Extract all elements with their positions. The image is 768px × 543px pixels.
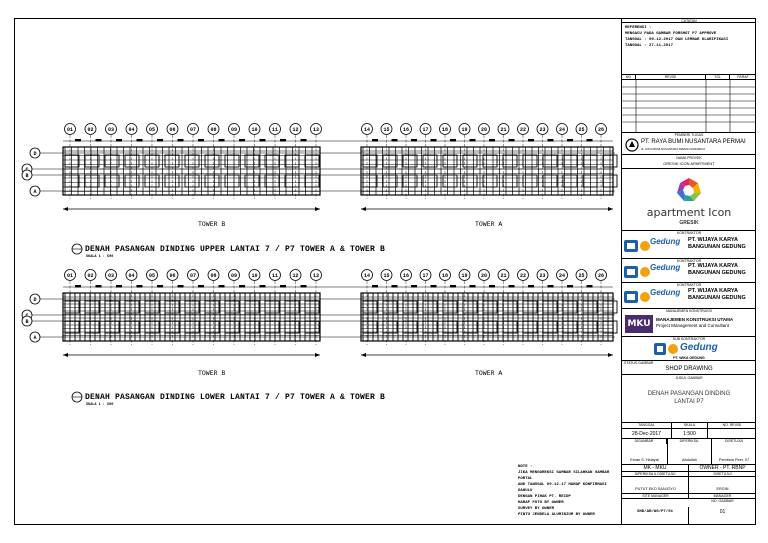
reference-line: TANGGAL : 27-11-2017 <box>625 44 674 48</box>
dimension-tag <box>96 285 102 288</box>
drawing-title <box>622 390 756 406</box>
dimension-tag <box>489 285 495 288</box>
revision-table <box>622 75 756 133</box>
project-block <box>622 155 756 169</box>
note-line: SURVEY BY OWNER <box>518 507 555 511</box>
party-owner-label: OWNER - PT. RBNP <box>699 465 746 471</box>
dimension-tag <box>372 139 378 142</box>
drawing-sheet <box>14 18 756 525</box>
dimension-tag <box>431 285 437 288</box>
unit-room <box>205 155 219 167</box>
unit-room <box>285 321 299 333</box>
sig-name-approved: Pembina Peer. 07 <box>718 458 750 462</box>
title-block-drawing-title <box>622 375 756 423</box>
mk-logo: MKU <box>625 315 653 333</box>
contractor-label: KONTRAKTOR <box>676 259 702 263</box>
plan-scale-upper: SKALA 1 : 500 <box>86 255 114 259</box>
grid-axis-label: 01 <box>66 127 74 133</box>
tower-outline <box>361 293 613 341</box>
grid-axis-label: 04 <box>128 273 135 279</box>
dimension-tag <box>450 139 456 142</box>
reference-line: TANGGAL : 09-12-2017 DAN LEMBAR KLARIFIKASI <box>625 38 729 42</box>
grid-axis-label: 01 <box>66 273 74 279</box>
unit-room <box>225 321 239 333</box>
dimension-tag <box>587 285 593 288</box>
grid-axis-label: 04 <box>128 127 135 133</box>
sig-header-checked: DIPERIKSA <box>667 439 712 444</box>
party-mk <box>622 465 689 499</box>
contractor-row <box>624 284 754 310</box>
contractor-logo-text: Gedung <box>650 237 681 246</box>
owner-block <box>622 133 756 155</box>
dimension-tag <box>260 285 266 288</box>
contractor-text <box>688 237 746 251</box>
contractor-name: PT. WIJAYA KARYA <box>688 237 739 243</box>
signature-row <box>622 439 756 465</box>
plan-scale-lower: SKALA 1 : 500 <box>86 403 114 407</box>
grid-axis-label: 18 <box>441 273 449 279</box>
party-row <box>622 465 756 499</box>
unit-room <box>423 175 437 187</box>
tower-outline <box>63 147 320 195</box>
arrow-right-icon <box>608 207 613 211</box>
info-row <box>622 423 756 439</box>
status-value: SHOP DRAWING <box>665 366 713 372</box>
contractor-division: BANGUNAN GEDUNG <box>688 270 746 276</box>
unit-room <box>583 155 597 167</box>
contractor-block-3 <box>622 283 756 309</box>
dimension-tag <box>301 285 307 288</box>
dimension-tag <box>587 139 593 142</box>
dimension-tag <box>116 139 122 142</box>
unit-room <box>443 155 457 167</box>
unit-room <box>105 321 119 333</box>
dimension-tag <box>157 139 163 142</box>
sub-code: PT. WIKA GEDUNG <box>673 356 705 360</box>
grid-axis-label: 11 <box>271 273 279 279</box>
mk-block <box>622 309 756 337</box>
dimension-tag <box>75 139 81 142</box>
tower-b-label-upper: TOWER B <box>198 221 226 228</box>
dimension-tag <box>411 139 417 142</box>
unit-room <box>423 155 437 167</box>
dimension-tag <box>219 285 225 288</box>
dimension-tag <box>548 285 554 288</box>
grid-axis-label: 15 <box>383 127 390 133</box>
grid-axis-label: 24 <box>558 273 566 279</box>
sub-logo-text: Gedung <box>680 342 718 353</box>
dimension-tag <box>470 139 476 142</box>
dimension-tag <box>116 285 122 288</box>
dimension-tag <box>157 285 163 288</box>
grid-axis-label: 07 <box>189 273 197 279</box>
grid-axis-label: 23 <box>539 273 546 279</box>
unit-room <box>265 175 279 187</box>
file-label: NO. GAMBAR <box>711 499 734 503</box>
grid-axis-label: 05 <box>148 273 156 279</box>
contractor-name: PT. WIJAYA KARYA <box>688 288 739 294</box>
contractor-label: KONTRAKTOR <box>676 283 702 287</box>
dimension-tag <box>96 139 102 142</box>
grid-axis-label: 06 <box>169 127 176 133</box>
contractor-row <box>624 233 754 259</box>
unit-room <box>583 175 597 187</box>
contractor-block-2 <box>622 259 756 283</box>
arrow-left-icon <box>361 353 366 357</box>
note-line: PINTU JENDELA ALUMINIUM BY OWNER <box>518 513 595 517</box>
unit-room <box>165 321 179 333</box>
unit-room <box>523 321 537 333</box>
unit-room <box>563 321 577 333</box>
contractor-block-1 <box>622 231 756 259</box>
grid-axis-label: 25 <box>578 127 585 133</box>
party-owner-sub: DISETUJUI <box>689 471 756 477</box>
dimension-tag <box>178 285 184 288</box>
unit-room <box>65 155 79 167</box>
rev-header-no: NO <box>622 75 636 80</box>
note-line: AND TANGGAL 09-12-17 HARAP KONFIRMASI DAHULU <box>518 483 607 493</box>
unit-room <box>523 155 537 167</box>
unit-room <box>363 175 377 187</box>
dimension-tag <box>178 139 184 142</box>
grid-axis-label: 24 <box>558 127 566 133</box>
unit-room <box>423 321 437 333</box>
grid-axis-label: 17 <box>422 273 429 279</box>
grid-axis-label: 15 <box>383 273 390 279</box>
dimension-tag <box>411 285 417 288</box>
grid-axis-label: 09 <box>230 273 238 279</box>
unit-room <box>403 321 417 333</box>
unit-room <box>125 321 139 333</box>
tower-a-label-upper: TOWER A <box>475 221 503 228</box>
grid-axis-label: 23 <box>539 127 546 133</box>
plan-title-upper: DENAH PASANGAN DINDING UPPER LANTAI 7 / P7 TOWER A & TOWER B <box>85 245 386 254</box>
unit-room <box>225 175 239 187</box>
mk-label: MANAJEMEN KONSTRUKSI <box>666 309 712 313</box>
file-code: SHD/AR/WG/P7/01 <box>622 507 689 524</box>
drawing-title-line: LANTAI P7 <box>674 399 704 405</box>
dimension-tag <box>548 139 554 142</box>
grid-axis-label: 26 <box>597 127 605 133</box>
unit-room <box>185 155 199 167</box>
unit-room <box>563 155 577 167</box>
grid-axis-label: 09 <box>230 127 238 133</box>
owner-name: PT. RAYA BUMI NUSANTARA PERMAI <box>641 139 746 145</box>
note-line: DENGAN PIHAK PT. REIDP <box>518 495 571 499</box>
grid-axis-label: 18 <box>441 127 449 133</box>
grid-axis-label: 14 <box>363 273 371 279</box>
grid-axis-label: 13 <box>312 273 320 279</box>
rev-header-date: TGL <box>706 75 730 80</box>
dimension-tag <box>528 139 534 142</box>
dimension-tag <box>198 285 204 288</box>
unit-room <box>463 175 477 187</box>
grid-axis-label: 16 <box>402 127 410 133</box>
notes-header: CATATAN <box>622 19 756 23</box>
dimension-tag <box>219 139 225 142</box>
unit-room <box>285 155 299 167</box>
tower-outline <box>63 293 320 341</box>
row-axis-label: B <box>25 173 29 179</box>
party-mk-label: MK - MKU <box>643 465 667 471</box>
unit-room <box>503 175 517 187</box>
tower-a-label-lower: TOWER A <box>475 370 503 377</box>
mk-text <box>656 317 733 329</box>
contractor-logo-text: Gedung <box>650 288 681 297</box>
unit-room <box>85 155 99 167</box>
unit-room <box>125 155 139 167</box>
rev-header-paraf: PARAF <box>730 75 756 80</box>
status-label: STATUS GAMBAR <box>624 361 654 365</box>
owner-sub: JL. RAYA BUMI NUSANTARA PERMAI SURABAYA <box>641 147 706 151</box>
unit-room <box>85 175 99 187</box>
grid-axis-label: 05 <box>148 127 156 133</box>
arrow-left-icon <box>63 353 68 357</box>
apartment-icon-logo-icon <box>676 177 702 203</box>
contractor-row <box>624 259 754 285</box>
dimension-tag <box>260 139 266 142</box>
reference-block <box>622 23 756 75</box>
row-axis-label: A <box>33 189 37 195</box>
dimension-tag <box>137 139 143 142</box>
grid-axis-label: 10 <box>251 127 258 133</box>
info-rev <box>708 428 756 439</box>
grid-axis-label: 14 <box>363 127 371 133</box>
unit-room <box>483 175 497 187</box>
reference-line: MENGACU PADA GAMBAR FORSHOT P7 APPROVE <box>625 32 717 36</box>
grid-axis-label: 26 <box>597 273 605 279</box>
unit-room <box>225 155 239 167</box>
unit-room <box>245 321 259 333</box>
title-block <box>621 19 756 524</box>
tower-b-label-lower: TOWER B <box>198 370 226 377</box>
sig-header-approved: DISETUJUI <box>724 439 744 443</box>
grid-axis-label: 02 <box>87 273 94 279</box>
dimension-tag <box>280 139 286 142</box>
unit-room <box>523 175 537 187</box>
brand-name: apartment Icon <box>646 206 732 219</box>
unit-room <box>503 321 517 333</box>
party-mk-sub: DIPERIKSA & DISETUJUI <box>622 471 688 477</box>
approver-mk-name: PUTUT EKO SANJOYO <box>635 487 676 491</box>
dimension-tag <box>239 285 245 288</box>
sub-label: SUB KONTRAKTOR <box>672 337 706 341</box>
unit-room <box>383 175 397 187</box>
sig-name-checked: Abdullah <box>682 458 697 462</box>
floor-plans <box>15 19 621 524</box>
unit-room <box>563 175 577 187</box>
grid-axis-label: 06 <box>169 273 176 279</box>
dimension-tag <box>567 139 573 142</box>
unit-room <box>165 155 179 167</box>
info-scale: 1:500 <box>672 428 708 439</box>
dimension-tag <box>509 285 515 288</box>
status-block <box>622 361 756 375</box>
dimension-tag <box>470 285 476 288</box>
mk-tagline: Project Management and Consultant <box>656 323 730 328</box>
drawing-title-label: JUDUL GAMBAR <box>675 376 703 380</box>
unit-room <box>65 321 79 333</box>
rev-header-revisi: REVISI <box>636 75 706 80</box>
owner-label: PEMBERI TUGAS <box>674 133 704 137</box>
dimension-tag <box>137 285 143 288</box>
contractor-text <box>688 263 746 277</box>
grid-axis-label: 12 <box>292 273 299 279</box>
approver-owner-name: ERGIN <box>716 487 729 491</box>
project-name: GRESIK ICON APARTMENT <box>663 161 715 166</box>
dimension-tag <box>450 285 456 288</box>
arrow-right-icon <box>315 207 320 211</box>
drawing-title-line: DENAH PASANGAN DINDING <box>647 391 731 397</box>
unit-room <box>483 155 497 167</box>
grid-axis-label: 22 <box>519 127 527 133</box>
grid-axis-label: 08 <box>210 273 217 279</box>
contractor-division: BANGUNAN GEDUNG <box>688 295 746 301</box>
contractor-logo-text: Gedung <box>650 263 681 272</box>
unit-room <box>125 175 139 187</box>
dimension-tag <box>280 285 286 288</box>
approver-owner-role: MANAGER <box>689 493 756 498</box>
info-header-rev: NO. REVISI <box>722 423 742 427</box>
unit-room <box>285 175 299 187</box>
owner-logo-icon <box>625 138 639 152</box>
row-axis-label: D <box>33 151 37 157</box>
notes-block <box>518 464 621 518</box>
grid-axis-label: 13 <box>312 127 320 133</box>
grid-axis-label: 25 <box>578 273 585 279</box>
dimension-tag <box>431 139 437 142</box>
unit-room <box>583 321 597 333</box>
row-axis-label: D <box>33 297 37 303</box>
contractor-name: PT. WIJAYA KARYA <box>688 263 739 269</box>
contractor-text <box>688 288 746 302</box>
note-line: JIKA MENGOREKSI GAMBAR SILAHKAN GAMBAR PORTAL <box>518 471 610 481</box>
dimension-tag <box>198 139 204 142</box>
grid-axis-label: 03 <box>107 273 115 279</box>
revision-grid <box>622 75 756 133</box>
dimension-tag <box>528 285 534 288</box>
sheet-number: 01 <box>719 509 726 515</box>
grid-axis-label: 10 <box>251 273 258 279</box>
dimension-tag <box>567 285 573 288</box>
dimension-tag <box>392 285 398 288</box>
unit-room <box>265 155 279 167</box>
arrow-left-icon <box>361 207 366 211</box>
unit-room <box>185 321 199 333</box>
dimension-tag <box>301 139 307 142</box>
grid-axis-label: 22 <box>519 273 527 279</box>
plan-title-lower: DENAH PASANGAN DINDING LOWER LANTAI 7 / P7 TOWER A & TOWER B <box>85 393 386 402</box>
file-row <box>622 499 756 524</box>
info-header-scale: SKALA <box>672 423 708 428</box>
note-line: HARAP FOTO BY OWNER <box>518 501 564 505</box>
grid-axis-label: 21 <box>500 273 507 279</box>
approver-mk-role: SITE MANAGER <box>622 493 689 498</box>
project-label: NAMA PROYEK <box>676 156 702 160</box>
arrow-left-icon <box>63 207 68 211</box>
unit-room <box>383 321 397 333</box>
grid-axis-label: 19 <box>461 273 468 279</box>
arrow-right-icon <box>315 353 320 357</box>
dimension-tag <box>509 139 515 142</box>
contractor-division: BANGUNAN GEDUNG <box>688 244 746 250</box>
unit-room <box>483 321 497 333</box>
note-line: NOTE : <box>518 465 533 469</box>
unit-room <box>363 155 377 167</box>
dimension-tag <box>239 139 245 142</box>
dimension-tag <box>75 285 81 288</box>
grid-axis-label: 02 <box>87 127 94 133</box>
reference-line: REFERENSI : <box>625 26 652 30</box>
dimension-tag <box>392 139 398 142</box>
unit-room <box>363 321 377 333</box>
grid-axis-label: 21 <box>500 127 507 133</box>
tower-outline <box>361 147 613 195</box>
sig-name-drawn: Eman S. Hidayat <box>630 458 659 462</box>
grid-axis-label: 12 <box>292 127 299 133</box>
unit-room <box>603 321 617 333</box>
grid-axis-label: 20 <box>480 273 488 279</box>
brand-sub: GRESIK <box>679 220 699 226</box>
row-axis-label: B <box>25 319 29 325</box>
info-date: 28-Dec-2017 <box>622 428 672 439</box>
unit-room <box>205 175 219 187</box>
unit-room <box>65 175 79 187</box>
party-owner <box>689 465 756 499</box>
grid-axis-label: 08 <box>210 127 217 133</box>
unit-room <box>265 321 279 333</box>
grid-axis-label: 03 <box>107 127 115 133</box>
grid-axis-label: 11 <box>271 127 279 133</box>
unit-room <box>543 321 557 333</box>
unit-room <box>463 321 477 333</box>
mk-name: MANAJEMEN KONSTRUKSI UTAMA <box>656 317 734 322</box>
row-axis-label: A <box>33 335 37 341</box>
dimension-tag <box>372 285 378 288</box>
unit-room <box>305 321 319 333</box>
arrow-right-icon <box>608 353 613 357</box>
contractor-label: KONTRAKTOR <box>676 231 702 235</box>
grid-axis-label: 20 <box>480 127 488 133</box>
unit-room <box>165 175 179 187</box>
unit-room <box>185 175 199 187</box>
grid-axis-label: 07 <box>189 127 197 133</box>
info-header-date: TANGGAL <box>622 423 672 428</box>
unit-room <box>463 155 477 167</box>
unit-room <box>205 321 219 333</box>
unit-room <box>145 155 159 167</box>
drawing-area <box>15 19 621 524</box>
unit-room <box>85 321 99 333</box>
grid-axis-label: 19 <box>461 127 468 133</box>
sig-header-drawn: DIGAMBAR <box>622 439 667 444</box>
unit-room <box>383 155 397 167</box>
grid-axis-label: 17 <box>422 127 429 133</box>
brand-block <box>622 169 756 231</box>
dimension-tag <box>489 139 495 142</box>
grid-axis-label: 16 <box>402 273 410 279</box>
subcontractor-block <box>622 337 756 361</box>
unit-room <box>503 155 517 167</box>
